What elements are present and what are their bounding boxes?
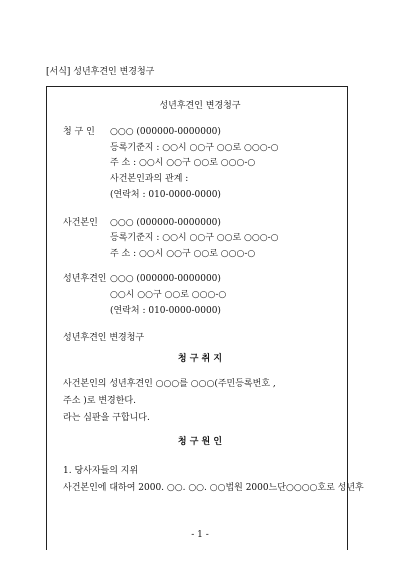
- guardian-address: ○○시 ○○구 ○○로 ○○○-○: [110, 290, 227, 300]
- case-name: 성년후견인 변경청구: [63, 333, 145, 343]
- principal-registry: 등록기준지 : ○○시 ○○구 ○○로 ○○○-○: [110, 233, 279, 243]
- purpose-line: 사건본인의 성년후견인 ○○○를 ○○○(주민등록번호 ,: [63, 379, 276, 389]
- document-frame: [46, 86, 348, 550]
- principal-name: ○○○ (000000-0000000): [110, 218, 221, 228]
- principal-address: 주 소 : ○○시 ○○구 ○○로 ○○○-○: [110, 249, 256, 259]
- cause-line: 사건본인에 대하여 2000. ○○. ○○. ○○법원 2000느단○○○○호로 성년후: [63, 483, 364, 493]
- page-number: - 1 -: [191, 530, 209, 540]
- purpose-line: 라는 심판을 구합니다.: [63, 413, 150, 423]
- claimant-label: 청 구 인: [63, 127, 95, 137]
- claimant-name: ○○○ (000000-0000000): [110, 127, 221, 137]
- cause-heading: 청 구 원 인: [177, 437, 223, 447]
- principal-label: 사건본인: [63, 218, 98, 228]
- purpose-line: 주소 )로 변경한다.: [63, 396, 136, 406]
- purpose-heading: 청 구 취 지: [177, 354, 223, 364]
- cause-line: 1. 당사자들의 지위: [63, 466, 139, 476]
- claimant-address: 주 소 : ○○시 ○○구 ○○로 ○○○-○: [110, 158, 256, 168]
- claimant-relation: 사건본인과의 관계 :: [110, 174, 189, 184]
- guardian-label: 성년후견인: [63, 274, 107, 284]
- claimant-registry: 등록기준지 : ○○시 ○○구 ○○로 ○○○-○: [110, 143, 279, 153]
- guardian-name: ○○○ (000000-0000000): [110, 274, 221, 284]
- document-title: 성년후견인 변경청구: [159, 101, 241, 111]
- claimant-contact: (연락처 : 010-0000-0000): [110, 190, 221, 200]
- form-header: [서식] 성년후견인 변경청구: [46, 67, 155, 77]
- guardian-contact: (연락처 : 010-0000-0000): [110, 306, 221, 316]
